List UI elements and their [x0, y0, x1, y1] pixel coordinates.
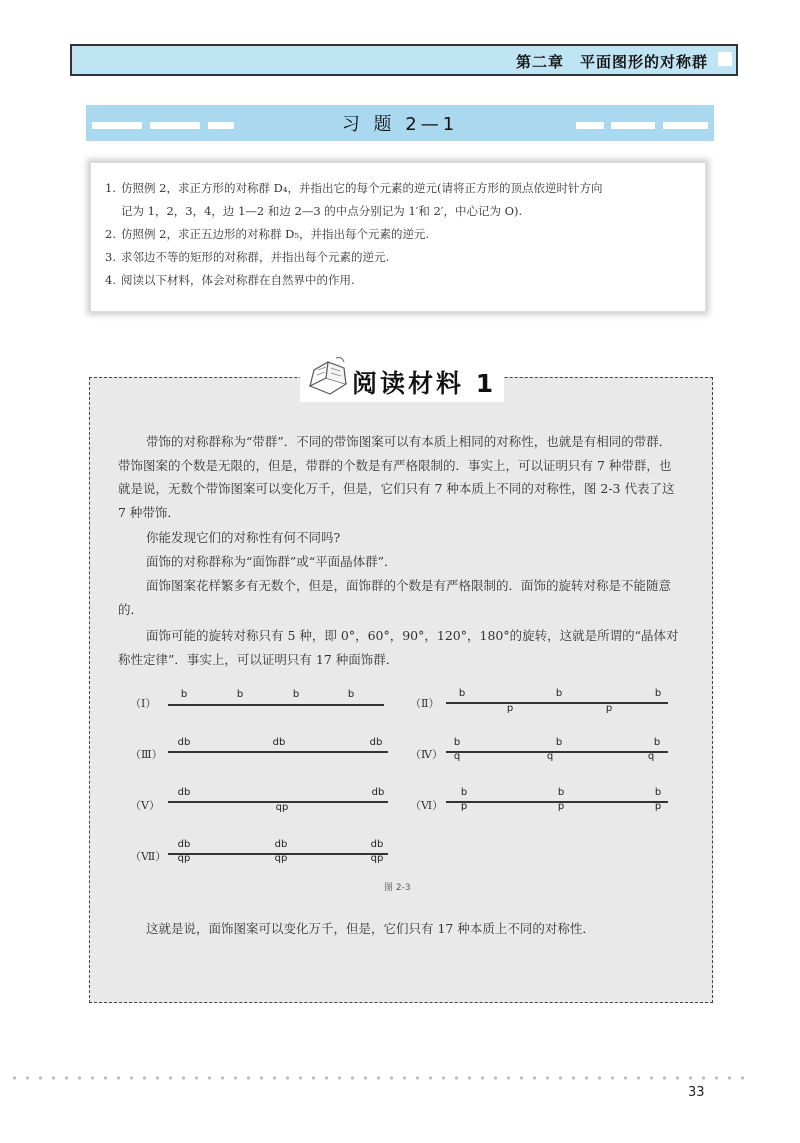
- exercise-text-continued: 记为 1，2，3，4，边 1—2 和边 2—3 的中点分别记为 1′和 2′，中心记为 O).: [121, 204, 523, 218]
- exercise-item: [105, 223, 693, 246]
- frieze-glyph: db: [370, 839, 384, 850]
- reading-paragraph-text: 面饰的对称群称为“面饰群”或“平面晶体群”．: [146, 554, 397, 569]
- frieze-glyph: db: [371, 787, 385, 798]
- frieze-label-3: （Ⅲ）: [130, 748, 163, 761]
- reading-paragraph-text: 这就是说，面饰图案可以变化万千，但是，它们只有 17 种本质上不同的对称性．: [146, 921, 595, 936]
- frieze-label-7: （Ⅶ）: [130, 850, 167, 863]
- frieze-glyph: db: [274, 839, 288, 850]
- frieze-glyph: p: [605, 703, 613, 714]
- exercise-item: [105, 177, 693, 223]
- exercise-item: [105, 269, 693, 292]
- frieze-glyph: b: [654, 787, 662, 798]
- exercise-box: [90, 162, 706, 312]
- frieze-glyph: db: [272, 737, 286, 748]
- frieze-line-4: [446, 751, 668, 753]
- frieze-glyph: b: [292, 689, 300, 700]
- reading-paragraph: [118, 917, 680, 941]
- exercise-text: 仿照例 2，求正方形的对称群 D₄，并指出它的每个元素的逆元(请将正方形的顶点依逆时针方向: [121, 181, 603, 195]
- frieze-glyph: p: [654, 801, 662, 812]
- frieze-glyph: b: [555, 737, 563, 748]
- frieze-glyph: p: [506, 703, 514, 714]
- frieze-label-6: （Ⅵ）: [410, 799, 444, 812]
- chapter-header: [70, 44, 738, 76]
- frieze-glyph: b: [180, 689, 188, 700]
- exercise-number: 1.: [105, 181, 116, 195]
- exercise-number: 4.: [105, 273, 116, 287]
- frieze-glyph: q: [453, 751, 461, 762]
- frieze-glyph: q: [546, 751, 554, 762]
- exercise-list: [105, 177, 693, 292]
- frieze-glyph: db: [177, 787, 191, 798]
- page-number: 33: [688, 1085, 705, 1100]
- reading-paragraph-text: 面饰图案花样繁多有无数个，但是，面饰群的个数是有严格限制的．面饰的旋转对称是不能随意的．: [118, 578, 672, 617]
- band-decoration: [576, 122, 604, 129]
- frieze-glyph: db: [369, 737, 383, 748]
- frieze-glyph: db: [177, 839, 191, 850]
- frieze-glyph: qp: [274, 853, 288, 864]
- figure-caption: 图 2-3: [384, 883, 411, 893]
- frieze-glyph: qp: [177, 853, 191, 864]
- exercise-text: 求邻边不等的矩形的对称群，并指出每个元素的逆元.: [121, 250, 390, 264]
- exercise-item: [105, 246, 693, 269]
- reading-paragraph: [118, 550, 680, 574]
- frieze-line-3: [168, 751, 388, 753]
- frieze-glyph: b: [555, 688, 563, 699]
- exercise-text: 仿照例 2，求正五边形的对称群 D₅，并指出每个元素的逆元.: [121, 227, 430, 241]
- frieze-label-2: （Ⅱ）: [410, 697, 440, 710]
- exercise-number: 2.: [105, 227, 116, 241]
- frieze-glyph: b: [460, 787, 468, 798]
- frieze-line-1: [168, 704, 384, 706]
- frieze-label-5: （Ⅴ）: [130, 799, 160, 812]
- frieze-glyph: qp: [370, 853, 384, 864]
- frieze-glyph: b: [653, 737, 661, 748]
- frieze-glyph: db: [177, 737, 191, 748]
- frieze-glyph: b: [453, 737, 461, 748]
- book-icon: [306, 356, 352, 398]
- frieze-glyph: p: [557, 801, 565, 812]
- frieze-glyph: q: [647, 751, 655, 762]
- frieze-label-4: （Ⅳ）: [410, 748, 443, 761]
- reading-paragraph: [118, 526, 680, 550]
- reading-paragraph: [118, 574, 680, 621]
- frieze-glyph: b: [654, 688, 662, 699]
- frieze-glyph: b: [347, 689, 355, 700]
- header-corner-decoration: [718, 52, 732, 66]
- reading-paragraph-text: 带饰的对称群称为“带群”．不同的带饰图案可以有本质上相同的对称性，也就是有相同的带群．带饰图案的个数是无限的，但是，带群的个数是有严格限制的．事实上，可以证明只有 7 种带群，也就是说，无数个带饰图案可以变化万千，但是，它们只有 7 种本质上不同的对称性，图 2-3 代表了这 7 种带饰．: [118, 434, 675, 520]
- exercise-text: 阅读以下材料，体会对称群在自然界中的作用.: [121, 273, 355, 287]
- frieze-line-2: [446, 702, 668, 704]
- frieze-glyph: b: [458, 688, 466, 699]
- frieze-label-1: （Ⅰ）: [130, 697, 157, 710]
- band-decoration: [663, 122, 708, 129]
- reading-paragraph: [118, 430, 680, 524]
- frieze-glyph: b: [236, 689, 244, 700]
- frieze-glyph: b: [557, 787, 565, 798]
- band-decoration: [611, 122, 655, 129]
- reading-paragraph-text: 你能发现它们的对称性有何不同吗?: [146, 530, 341, 545]
- exercise-number: 3.: [105, 250, 116, 264]
- exercise-title-band: [86, 105, 714, 141]
- frieze-glyph: qp: [275, 802, 289, 813]
- footer-dotted-rule: [8, 1076, 748, 1080]
- reading-paragraph-text: 面饰可能的旋转对称只有 5 种，即 0°，60°，90°，120°，180°的旋转，这就是所谓的“晶体对称性定律”．事实上，可以证明只有 17 种面饰群．: [118, 628, 679, 667]
- exercise-title: 习 题 2—1: [341, 114, 459, 135]
- reading-title: 阅读材料 1: [352, 369, 497, 398]
- chapter-title: 第二章 平面图形的对称群: [515, 53, 708, 71]
- frieze-glyph: p: [460, 801, 468, 812]
- reading-paragraph: [118, 624, 680, 671]
